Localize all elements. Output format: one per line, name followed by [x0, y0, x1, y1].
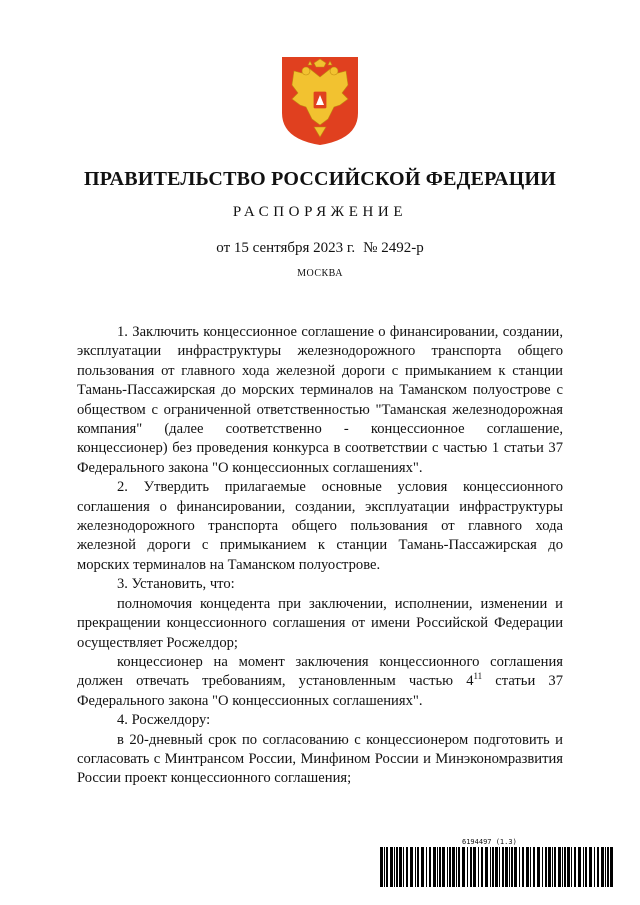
paragraph-4: 4. Росжелдору: — [117, 712, 211, 729]
paragraph-3b — [77, 653, 563, 711]
barcode-number: 6194497 (1.3) — [462, 838, 517, 846]
paragraph-2: 2. Утвердить прилагаемые основные условия концессионного соглашения о финансировании, создании, эксплуатации инфраструктуры железнодорожного транспорта общего пользования от главного хода железной дороги с примыканием к станции Тамань-Пассажирская до морских терминалов на Таманском полуострове. — [77, 479, 563, 573]
government-title: ПРАВИТЕЛЬСТВО РОССИЙСКОЙ ФЕДЕРАЦИИ — [84, 168, 556, 190]
paragraph-4a: в 20-дневный срок по согласованию с концессионером подготовить и согласовать с Минтрансом России, Минфином России и Минэкономразвития России проект концессионного соглашения; — [77, 731, 563, 787]
paragraph-3: 3. Установить, что: — [117, 576, 235, 593]
document-date-line — [0, 240, 640, 257]
document-number: № 2492-р — [363, 240, 424, 256]
coat-of-arms-emblem — [280, 55, 360, 147]
barcode-icon — [380, 847, 616, 887]
document-date: от 15 сентября 2023 г. — [216, 240, 356, 256]
paragraph-3b-start: концессионер на момент заключения концессионного соглашения должен отвечать требованиям, установленным частью 4 — [77, 653, 563, 690]
paragraph-3a: полномочия концедента при заключении, исполнении, изменении и прекращении концессионного соглашения от имени Российской Федерации осуществляет Росжелдор; — [77, 595, 563, 651]
paragraph-3b-sup: 11 — [473, 671, 483, 682]
document-body — [77, 323, 563, 789]
paragraph-1: 1. Заключить концессионное соглашение о финансировании, создании, эксплуатации инфраструктуры железнодорожного транспорта общего пользования от главного хода железной дороги с примыканием к станции Тамань-Пассажирская до морских терминалов на Таманском полуострове с обществом с ограниченной ответственностью "Таманская железнодорожная компания" (далее соответственно - концессионное соглашение, концессионер) без проведения конкурса в соответствии с частью 1 статьи 37 Федерального закона "О концессионных соглашениях". — [77, 324, 563, 476]
paragraph-3b-end: статьи 37 Федерального закона "О концессионных соглашениях". — [77, 673, 563, 709]
document-type: РАСПОРЯЖЕНИЕ — [232, 204, 408, 220]
barcode-block — [380, 837, 620, 887]
city: МОСКВА — [297, 268, 343, 279]
